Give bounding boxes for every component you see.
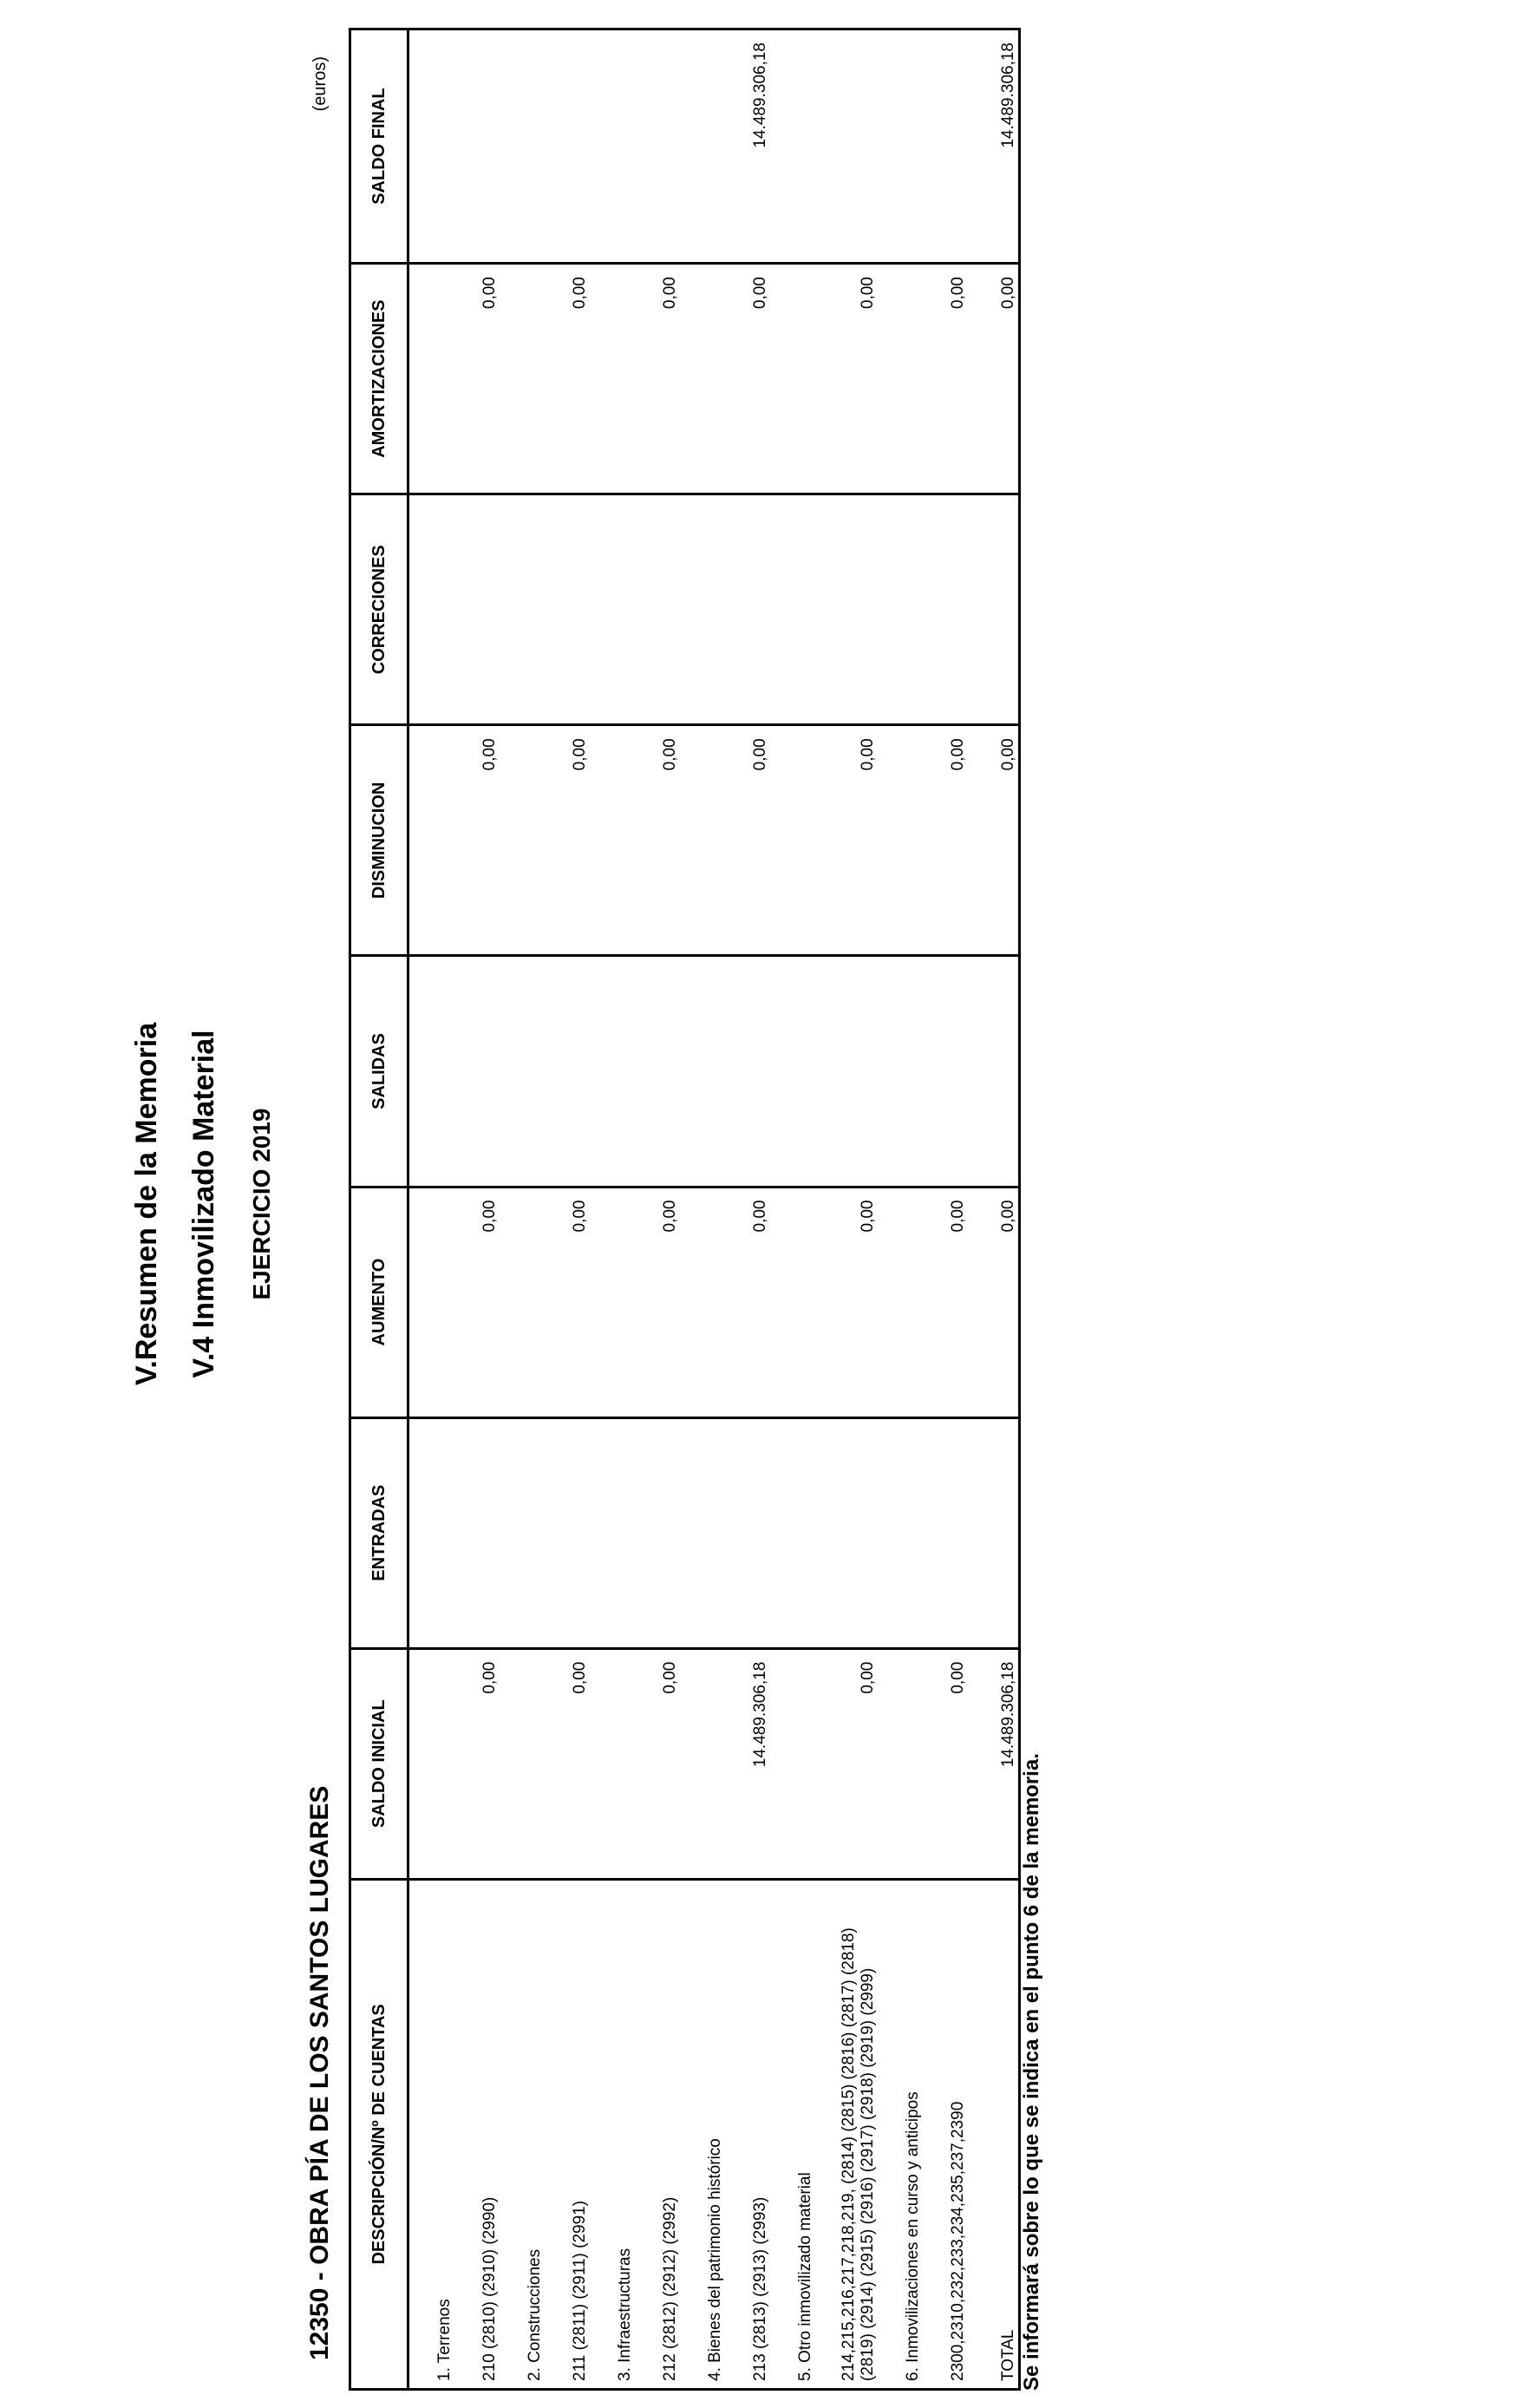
amount-cell	[770, 725, 815, 956]
description-line: 6. Inmovilizaciones en curso y anticipos	[904, 2091, 922, 2381]
amount-cell	[770, 1417, 815, 1648]
amount-cell	[815, 29, 878, 264]
amount-cell	[815, 956, 878, 1187]
account-description	[680, 1879, 725, 2389]
amount-cell	[770, 494, 815, 725]
amount-cell	[408, 1648, 455, 1879]
column-header: SALDO INICIAL	[350, 1648, 408, 1879]
fiscal-year: EJERCICIO 2019	[248, 1108, 275, 1300]
amount-cell	[500, 494, 545, 725]
table-row	[635, 29, 680, 2390]
table-row	[408, 29, 455, 2390]
amount-cell: 0,00	[923, 1187, 968, 1417]
table-row	[968, 29, 1020, 2390]
amount-cell	[770, 264, 815, 494]
description-line: TOTAL	[999, 2329, 1017, 2381]
amount-cell	[878, 1648, 923, 1879]
amount-cell	[680, 1648, 725, 1879]
amount-cell	[408, 494, 455, 725]
amount-cell	[590, 956, 635, 1187]
amount-cell	[923, 956, 968, 1187]
amount-cell: 0,00	[545, 264, 590, 494]
table-row	[590, 29, 635, 2390]
column-header: DESCRIPCIÓN/Nº DE CUENTAS	[350, 1879, 408, 2389]
amount-cell	[725, 1417, 770, 1648]
amount-cell	[770, 29, 815, 264]
amount-cell: 0,00	[635, 1648, 680, 1879]
table-row	[545, 29, 590, 2390]
column-header: AMORTIZACIONES	[350, 264, 408, 494]
amount-cell	[770, 1187, 815, 1417]
amount-cell	[500, 1648, 545, 1879]
description-line: 211 (2811) (2911) (2991)	[571, 2200, 589, 2381]
amount-cell	[408, 29, 455, 264]
description-line: 210 (2810) (2910) (2990)	[480, 2196, 499, 2381]
amount-cell	[408, 264, 455, 494]
amount-cell	[923, 1417, 968, 1648]
amount-cell	[770, 1648, 815, 1879]
amount-cell	[968, 956, 1020, 1187]
amount-cell	[815, 494, 878, 725]
report-subtitle: V.4 Inmovilizado Material	[187, 1030, 220, 1378]
amount-cell	[454, 494, 500, 725]
column-header: DISMINUCION	[350, 725, 408, 956]
amount-cell: 0,00	[545, 725, 590, 956]
amount-cell: 0,00	[815, 264, 878, 494]
table-row	[923, 29, 968, 2390]
account-description	[500, 1879, 545, 2389]
amount-cell	[878, 725, 923, 956]
amount-cell	[500, 956, 545, 1187]
amount-cell	[770, 956, 815, 1187]
amount-cell	[408, 725, 455, 956]
table-row	[770, 29, 815, 2390]
amount-cell	[878, 264, 923, 494]
currency-units: (euros)	[310, 56, 330, 112]
amount-cell: 0,00	[968, 725, 1020, 956]
amount-cell	[680, 725, 725, 956]
amount-cell	[968, 494, 1020, 725]
amount-cell: 0,00	[923, 264, 968, 494]
amount-cell: 0,00	[635, 1187, 680, 1417]
amount-cell: 0,00	[815, 725, 878, 956]
amount-cell	[635, 29, 680, 264]
amount-cell	[545, 1417, 590, 1648]
amount-cell	[878, 494, 923, 725]
amount-cell	[635, 494, 680, 725]
amount-cell: 0,00	[635, 264, 680, 494]
report-title: V.Resumen de la Memoria	[130, 1022, 163, 1386]
amount-cell	[408, 1187, 455, 1417]
account-description	[725, 1879, 770, 2389]
amount-cell	[454, 956, 500, 1187]
fixed-assets-table	[349, 28, 1021, 2391]
amount-cell	[545, 956, 590, 1187]
description-line: 212 (2812) (2912) (2992)	[661, 2196, 679, 2381]
description-line: 213 (2813) (2913) (2993)	[751, 2196, 769, 2381]
amount-cell: 0,00	[815, 1187, 878, 1417]
amount-cell	[878, 1417, 923, 1648]
amount-cell	[680, 264, 725, 494]
description-line: 214,215,216,217,218,219, (2814) (2815) (2816) (2817) (2818)	[840, 1927, 858, 2381]
amount-cell	[725, 494, 770, 725]
amount-cell	[500, 1417, 545, 1648]
account-description	[815, 1879, 878, 2389]
amount-cell: 0,00	[923, 1648, 968, 1879]
amount-cell: 0,00	[923, 725, 968, 956]
column-header: SALIDAS	[350, 956, 408, 1187]
table-row	[878, 29, 923, 2390]
amount-cell	[923, 494, 968, 725]
account-description	[454, 1879, 500, 2389]
column-header: AUMENTO	[350, 1187, 408, 1417]
table-row	[454, 29, 500, 2390]
amount-cell: 0,00	[815, 1648, 878, 1879]
description-line: 1. Terrenos	[435, 2299, 454, 2381]
amount-cell	[590, 1417, 635, 1648]
amount-cell: 0,00	[968, 1187, 1020, 1417]
amount-cell: 0,00	[635, 725, 680, 956]
amount-cell	[878, 956, 923, 1187]
amount-cell: 0,00	[725, 1187, 770, 1417]
amount-cell	[500, 29, 545, 264]
amount-cell	[500, 264, 545, 494]
amount-cell	[590, 1648, 635, 1879]
description-line: 2300,2310,232,233,234,235,237,2390	[949, 2101, 967, 2381]
amount-cell	[500, 725, 545, 956]
amount-cell	[590, 725, 635, 956]
column-header: ENTRADAS	[350, 1417, 408, 1648]
amount-cell	[500, 1187, 545, 1417]
amount-cell	[878, 29, 923, 264]
amount-cell	[635, 956, 680, 1187]
amount-cell: 0,00	[454, 1187, 500, 1417]
account-description	[408, 1879, 455, 2389]
account-description	[923, 1879, 968, 2389]
amount-cell	[635, 1417, 680, 1648]
table-row	[725, 29, 770, 2390]
account-description	[635, 1879, 680, 2389]
column-header: CORRECIONES	[350, 494, 408, 725]
description-line: 4. Bienes del patrimonio histórico	[706, 2138, 724, 2381]
amount-cell: 14.489.306,18	[968, 29, 1020, 264]
description-line: (2819) (2914) (2915) (2916) (2917) (2918) (2919) (2999)	[859, 1967, 877, 2381]
amount-cell: 0,00	[545, 1187, 590, 1417]
amount-cell	[454, 1417, 500, 1648]
description-line: 2. Construcciones	[526, 2248, 544, 2381]
amount-cell	[725, 956, 770, 1187]
footnote: Se informará sobre lo que se indica en el punto 6 de la memoria.	[1020, 1753, 1043, 2391]
amount-cell: 0,00	[454, 264, 500, 494]
column-header: SALDO FINAL	[350, 29, 408, 264]
account-description	[968, 1879, 1020, 2389]
amount-cell	[590, 1187, 635, 1417]
amount-cell	[545, 494, 590, 725]
account-description	[590, 1879, 635, 2389]
amount-cell	[590, 494, 635, 725]
amount-cell	[590, 29, 635, 264]
amount-cell	[968, 1417, 1020, 1648]
amount-cell: 0,00	[968, 264, 1020, 494]
amount-cell	[680, 956, 725, 1187]
table-row	[500, 29, 545, 2390]
amount-cell: 0,00	[454, 1648, 500, 1879]
amount-cell	[815, 1417, 878, 1648]
table-row	[815, 29, 878, 2390]
table-header-row	[350, 29, 408, 2390]
account-description	[878, 1879, 923, 2389]
amount-cell	[680, 29, 725, 264]
amount-cell: 0,00	[725, 725, 770, 956]
amount-cell: 14.489.306,18	[968, 1648, 1020, 1879]
amount-cell	[680, 494, 725, 725]
amount-cell: 0,00	[545, 1648, 590, 1879]
account-description	[770, 1879, 815, 2389]
description-line: 3. Infraestructuras	[616, 2248, 634, 2381]
amount-cell	[878, 1187, 923, 1417]
account-description	[545, 1879, 590, 2389]
amount-cell	[923, 29, 968, 264]
table-row	[680, 29, 725, 2390]
amount-cell: 14.489.306,18	[725, 1648, 770, 1879]
amount-cell: 14.489.306,18	[725, 29, 770, 264]
amount-cell: 0,00	[454, 725, 500, 956]
amount-cell	[408, 956, 455, 1187]
amount-cell	[454, 29, 500, 264]
amount-cell	[680, 1187, 725, 1417]
description-line: 5. Otro inmovilizado material	[796, 2172, 814, 2381]
amount-cell: 0,00	[725, 264, 770, 494]
amount-cell	[590, 264, 635, 494]
entity-name: 12350 - OBRA PÍA DE LOS SANTOS LUGARES	[305, 1785, 334, 2360]
amount-cell	[680, 1417, 725, 1648]
amount-cell	[545, 29, 590, 264]
amount-cell	[408, 1417, 455, 1648]
